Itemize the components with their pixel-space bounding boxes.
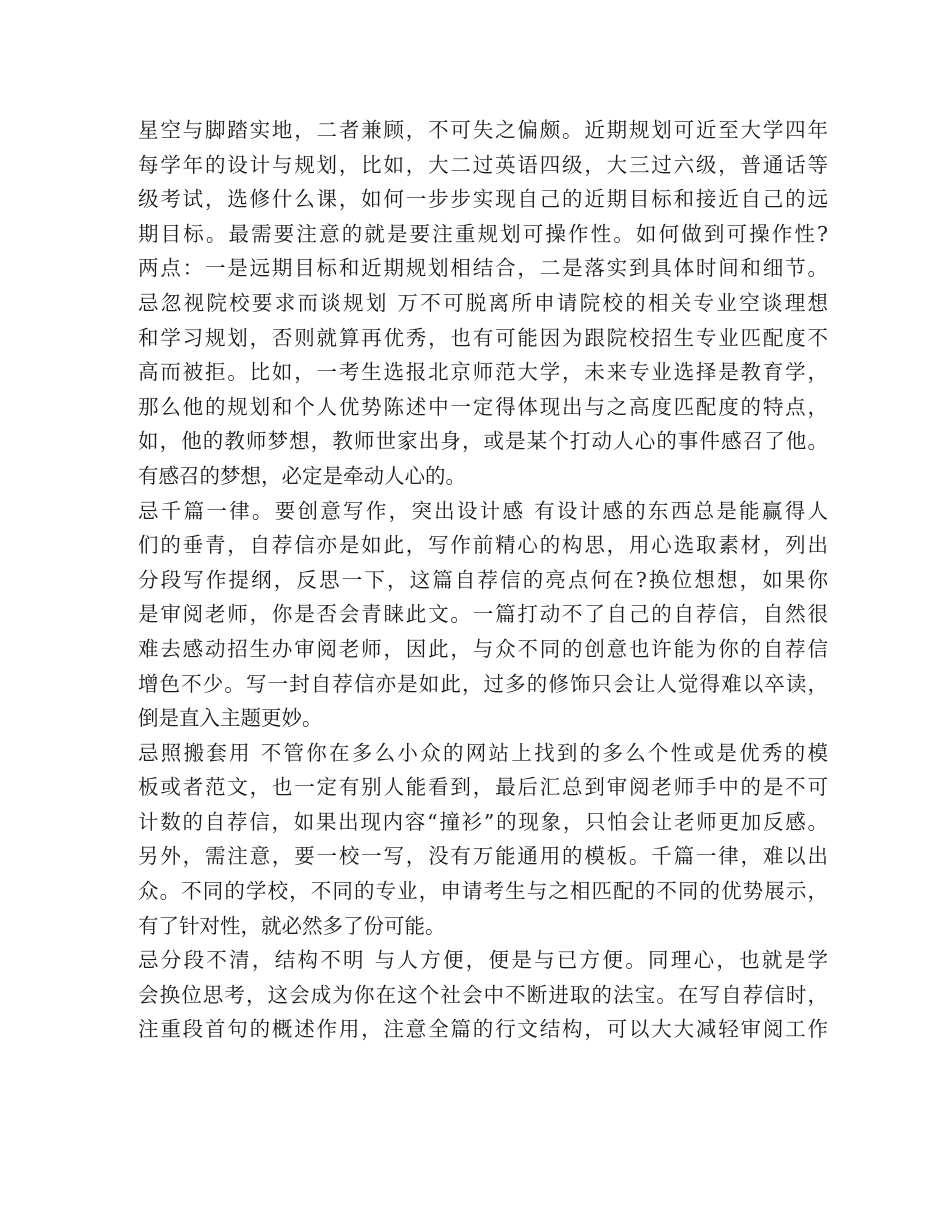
- document-body: [138, 113, 828, 1047]
- text-line: 众。不同的学校，不同的专业，申请考生与之相匹配的不同的优势展示，: [138, 879, 828, 904]
- text-line: 是审阅老师，你是否会青睐此文。一篇打动不了自己的自荐信，自然很: [138, 602, 828, 627]
- text-line: 计数的自荐信，如果出现内容“撞衫”的现象，只怕会让老师更加反感。: [138, 809, 828, 834]
- text-line: 期目标。最需要注意的就是要注重规划可操作性。如何做到可操作性?: [138, 221, 828, 246]
- text-line: 如，他的教师梦想，教师世家出身，或是某个打动人心的事件感召了他。: [138, 429, 828, 454]
- text-line: 有感召的梦想，必定是牵动人心的。: [138, 463, 466, 488]
- text-line: 分段写作提纲，反思一下，这篇自荐信的亮点何在?换位想想，如果你: [138, 567, 828, 592]
- text-line: 忌分段不清，结构不明 与人方便，便是与已方便。同理心，也就是学: [138, 948, 828, 973]
- text-line: 每学年的设计与规划，比如，大二过英语四级，大三过六级，普通话等: [138, 152, 828, 177]
- text-line: 忌千篇一律。要创意写作，突出设计感 有设计感的东西总是能赢得人: [138, 498, 828, 523]
- text-line: 高而被拒。比如，一考生选报北京师范大学，未来专业选择是教育学，: [138, 360, 828, 385]
- text-line: 会换位思考，这会成为你在这个社会中不断进取的法宝。在写自荐信时，: [138, 982, 828, 1007]
- text-line: 忌照搬套用 不管你在多么小众的网站上找到的多么个性或是优秀的模: [138, 740, 828, 765]
- text-line: 那么他的规划和个人优势陈述中一定得体现出与之高度匹配度的特点，: [138, 394, 828, 419]
- text-line: 们的垂青，自荐信亦是如此，写作前精心的构思，用心选取素材，列出: [138, 533, 828, 558]
- text-line: 有了针对性，就必然多了份可能。: [138, 913, 446, 938]
- text-line: 倒是直入主题更妙。: [138, 706, 323, 731]
- text-line: 和学习规划，否则就算再优秀，也有可能因为跟院校招生专业匹配度不: [138, 325, 828, 350]
- text-line: 增色不少。写一封自荐信亦是如此，过多的修饰只会让人觉得难以卒读，: [138, 671, 828, 696]
- text-line: 忌忽视院校要求而谈规划 万不可脱离所申请院校的相关专业空谈理想: [138, 290, 828, 315]
- text-line: 板或者范文，也一定有别人能看到，最后汇总到审阅老师手中的是不可: [138, 775, 828, 800]
- text-line: 注重段首句的概述作用，注意全篇的行文结构，可以大大减轻审阅工作: [138, 1017, 828, 1042]
- text-line: 两点：一是远期目标和近期规划相结合，二是落实到具体时间和细节。: [138, 256, 828, 281]
- text-line: 另外，需注意，要一校一写，没有万能通用的模板。千篇一律，难以出: [138, 844, 828, 869]
- text-line: 级考试，选修什么课，如何一步步实现自己的近期目标和接近自己的远: [138, 187, 828, 212]
- text-line: 星空与脚踏实地，二者兼顾，不可失之偏颇。近期规划可近至大学四年: [138, 118, 828, 142]
- text-line: 难去感动招生办审阅老师，因此，与众不同的创意也许能为你的自荐信: [138, 636, 828, 661]
